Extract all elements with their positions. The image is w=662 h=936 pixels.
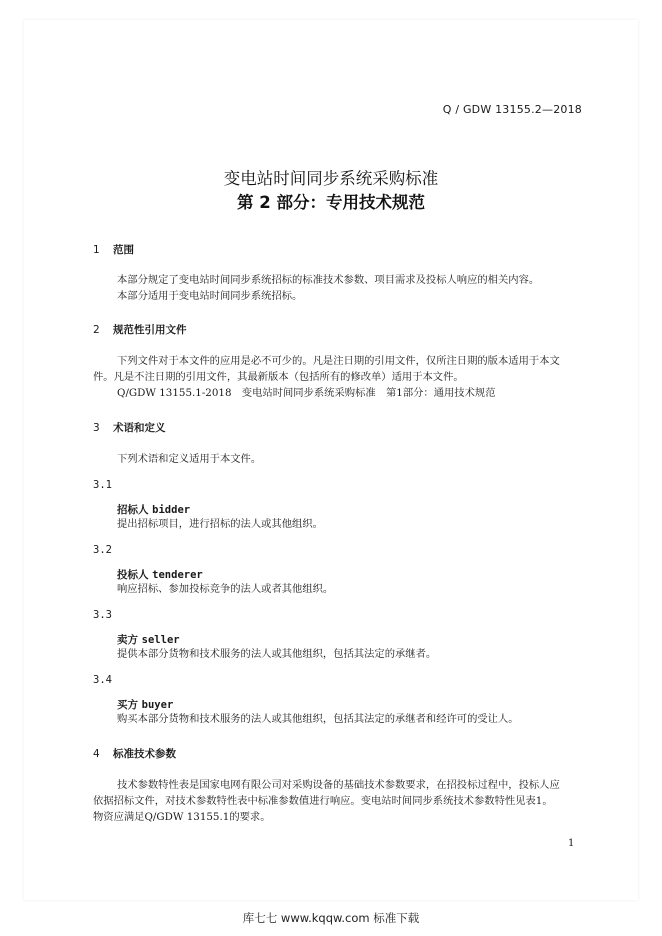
paragraph: 件。凡是不注日期的引用文件，其最新版本（包括所有的修改单）适用于本文件。 <box>93 371 464 383</box>
term-definition: 购买本部分货物和技术服务的法人或其他组织，包括其法定的承继者和经许可的受让人。 <box>117 713 519 725</box>
document-subtitle: 第 2 部分：专用技术规范 <box>237 193 425 212</box>
clause-number: 3.4 <box>93 674 112 686</box>
normative-reference: Q/GDW 13155.1-2018 变电站时间同步系统采购标准 第1部分：通用技术规范 <box>117 387 496 399</box>
paragraph: 技术参数特性表是国家电网有限公司对采购设备的基础技术参数要求，在招投标过程中，投标人应 <box>117 779 560 791</box>
paragraph: 下列术语和定义适用于本文件。 <box>117 453 262 465</box>
section-heading-1: 1 范围 <box>93 244 134 256</box>
term-definition: 提供本部分货物和技术服务的法人或其他组织，包括其法定的承继者。 <box>117 648 437 660</box>
term-heading: 买方 buyer <box>117 699 174 711</box>
term-heading: 投标人 tenderer <box>117 569 203 581</box>
document-code: Q / GDW 13155.2—2018 <box>442 103 582 116</box>
section-heading-4: 4 标准技术参数 <box>93 748 176 760</box>
document-title: 变电站时间同步系统采购标准 <box>223 169 439 188</box>
paragraph: 本部分适用于变电站时间同步系统招标。 <box>117 290 303 302</box>
term-definition: 响应招标、参加投标竞争的法人或者其他组织。 <box>117 583 334 595</box>
footer-watermark: 库七七 www.kqqw.com 标准下载 <box>242 911 420 925</box>
clause-number: 3.2 <box>93 544 112 556</box>
section-heading-2: 2 规范性引用文件 <box>93 324 187 336</box>
paragraph: 物资应满足Q/GDW 13155.1的要求。 <box>93 811 271 823</box>
page-number: 1 <box>568 838 575 849</box>
paragraph: 本部分规定了变电站时间同步系统招标的标准技术参数、项目需求及投标人响应的相关内容。 <box>117 274 540 286</box>
clause-number: 3.1 <box>93 479 112 491</box>
clause-number: 3.3 <box>93 609 112 621</box>
paragraph: 下列文件对于本文件的应用是必不可少的。凡是注日期的引用文件，仅所注日期的版本适用于本文 <box>117 355 560 367</box>
term-definition: 提出招标项目，进行招标的法人或其他组织。 <box>117 518 323 530</box>
section-heading-3: 3 术语和定义 <box>93 422 166 434</box>
paragraph: 依据招标文件，对技术参数特性表中标准参数值进行响应。变电站时间同步系统技术参数特性见表1。 <box>93 795 553 807</box>
term-heading: 卖方 seller <box>117 634 180 646</box>
term-heading: 招标人 bidder <box>117 504 191 516</box>
